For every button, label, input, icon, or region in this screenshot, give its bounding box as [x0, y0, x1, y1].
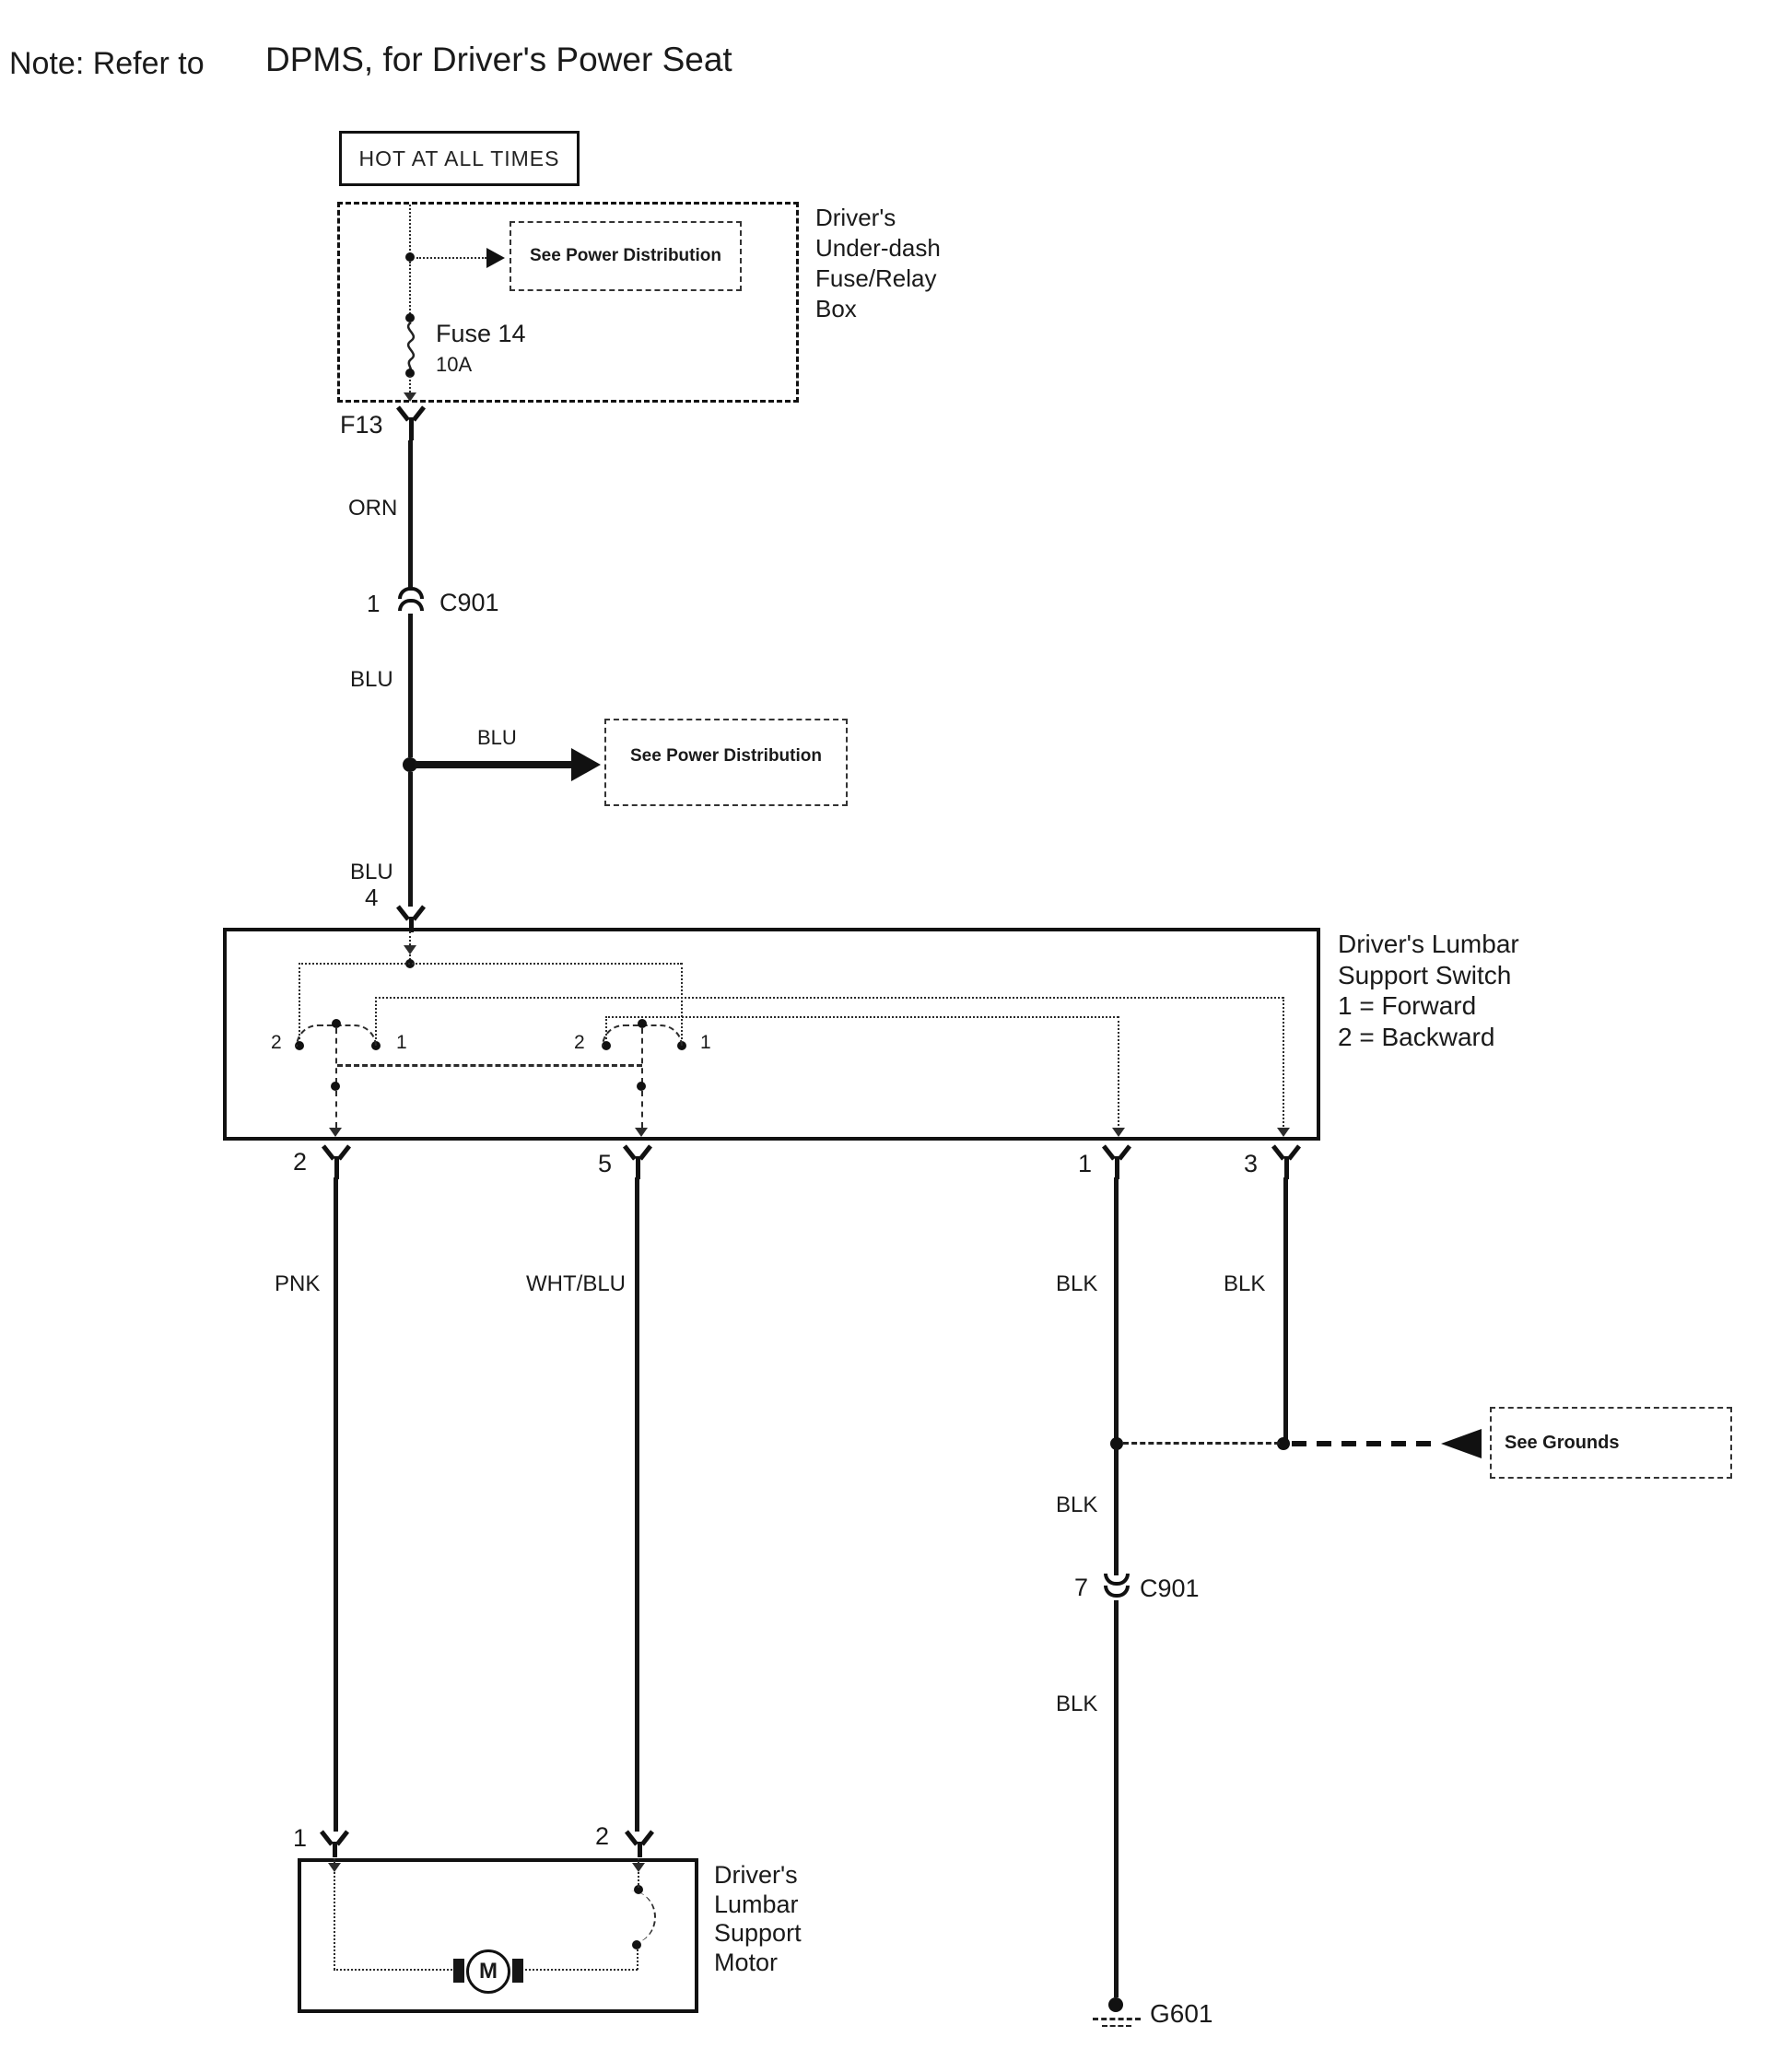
blu-branch-label: BLU: [477, 726, 517, 749]
switch-pin5-connector-icon: [624, 1144, 651, 1179]
lumbar-switch-label: [1338, 929, 1519, 1052]
blk-wire-mid-label: BLK: [1056, 1493, 1098, 1517]
motor-left-lead: [334, 1858, 335, 1970]
lumbar-motor-label-line4: Motor: [714, 1948, 779, 1976]
power-dist-branch-line: [416, 257, 486, 259]
blu-wire-lower: [408, 772, 413, 907]
fuse-exit-arrow-icon: [404, 392, 416, 402]
left-pole-output-dot: [331, 1082, 340, 1091]
ground-reference-wire: [1292, 1441, 1441, 1446]
switch-feed-rail: [299, 963, 682, 965]
rail-pin3-down: [1283, 997, 1284, 1130]
fuse-top-lead: [409, 262, 411, 317]
fuse-relay-box-label: [815, 203, 941, 324]
orn-wire-label: ORN: [348, 496, 398, 521]
left-pole-output-upper: [335, 1028, 337, 1083]
blk-wire-mid: [1114, 1448, 1119, 1575]
see-power-distribution-box-1: [510, 221, 742, 291]
motor-terminal-left: [453, 1959, 464, 1983]
fuse-element-icon: [399, 322, 423, 370]
fuse-feed-junction-dot: [405, 252, 415, 262]
lumbar-motor-label-line3: Support: [714, 1919, 802, 1947]
fuse-relay-box-label-line1: Driver's: [815, 204, 896, 231]
ground-reference-arrow-icon: [1441, 1429, 1482, 1458]
c901-pin1-number: 1: [367, 590, 381, 617]
lumbar-switch-label-line4: 2 = Backward: [1338, 1022, 1495, 1051]
lumbar-motor-label: [714, 1861, 802, 1977]
blu-wire-upper-label: BLU: [350, 667, 393, 692]
right-pole-output-dot: [637, 1082, 646, 1091]
g601-label: G601: [1150, 1999, 1213, 2028]
see-power-distribution-box-2: [604, 719, 848, 806]
blu-wire-lower-label: BLU: [350, 860, 393, 884]
fuse-feed-line: [409, 205, 411, 254]
left-pole-output-arrow-icon: [329, 1128, 342, 1137]
switch-pin2-connector-icon: [322, 1144, 350, 1179]
fuse-relay-box-label-line4: Box: [815, 295, 857, 322]
motor-symbol: [466, 1949, 510, 1994]
switch-pin4-number: 4: [365, 884, 379, 911]
note-reference: DPMS, for Driver's Power Seat: [265, 41, 732, 78]
c901-connector-icon: [398, 587, 424, 612]
rail-pin3-contact-drop: [375, 997, 377, 1039]
see-power-distribution-label-2: See Power Distribution: [630, 746, 822, 766]
switch-pin1-number: 1: [1078, 1150, 1093, 1177]
c901-pin7-number: 7: [1074, 1574, 1089, 1601]
rail-to-pin1: [605, 1016, 1119, 1018]
motor-right-run: [525, 1969, 638, 1971]
terminal-f13-connector-icon: [397, 405, 425, 440]
right-pole-output-upper: [641, 1028, 643, 1083]
ground-symbol-hatch-1: [1093, 2018, 1141, 2020]
ground-point-dot: [1108, 1997, 1123, 2012]
note-prefix: Note: Refer to: [9, 46, 205, 81]
lumbar-motor-label-line1: Driver's: [714, 1861, 798, 1889]
motor-pin2-number: 2: [595, 1822, 610, 1850]
fuse-top-dot: [405, 313, 415, 322]
wht-blu-wire: [635, 1177, 639, 1832]
fuse-rating-label: 10A: [436, 353, 473, 376]
switch-pin2-number: 2: [293, 1148, 308, 1176]
switch-pin3-connector-icon: [1272, 1144, 1300, 1179]
feed-drop-left: [299, 963, 300, 1039]
power-dist-arrow-icon: [486, 248, 505, 268]
ground-link-line: [1123, 1442, 1280, 1445]
blk-wire-pin3-label: BLK: [1224, 1271, 1266, 1296]
pnk-wire: [334, 1177, 338, 1832]
blu-wire-upper: [408, 614, 413, 757]
left-pole-contact2-label: 2: [271, 1032, 282, 1053]
see-power-distribution-label-1: See Power Distribution: [530, 246, 721, 265]
rail-pin1-down: [1118, 1016, 1119, 1130]
blk-wire-lower: [1114, 1600, 1119, 1997]
lumbar-switch-label-line2: Support Switch: [1338, 960, 1512, 989]
motor-symbol-letter: M: [479, 1959, 498, 1984]
right-pole-pivot-dot: [638, 1019, 647, 1028]
c901-pin7-label: C901: [1140, 1574, 1200, 1602]
lumbar-motor-label-line2: Lumbar: [714, 1890, 799, 1918]
lumbar-switch-label-line1: Driver's Lumbar: [1338, 930, 1519, 958]
motor-terminal-right: [512, 1959, 523, 1983]
see-grounds-box: [1490, 1407, 1732, 1479]
feed-drop-right: [681, 963, 683, 1039]
right-pole-contact1-label: 1: [700, 1032, 711, 1053]
lumbar-switch-label-line3: 1 = Forward: [1338, 991, 1477, 1020]
ground-symbol-hatch-2: [1102, 2025, 1131, 2027]
left-pole-contact1-label: 1: [396, 1032, 407, 1053]
blk-wire-pin3: [1283, 1177, 1288, 1439]
fuse-bottom-lead: [409, 376, 411, 392]
rail-pin3-arrow-icon: [1277, 1128, 1290, 1137]
c901-connector-label: C901: [439, 589, 499, 616]
switch-pin5-number: 5: [598, 1150, 613, 1177]
motor-right-entry-arrow-icon: [632, 1863, 645, 1872]
terminal-f13-label: F13: [340, 411, 383, 439]
motor-left-entry-arrow-icon: [328, 1863, 341, 1872]
blu-branch-arrow-icon: [571, 748, 601, 781]
motor-left-run: [334, 1969, 463, 1971]
left-pole-output-lower: [335, 1091, 337, 1128]
switch-entry-arrow-icon: [404, 945, 416, 954]
fuse-relay-box-label-line2: Under-dash: [815, 234, 941, 262]
blk-wire-pin1-label: BLK: [1056, 1271, 1098, 1296]
blu-branch-wire: [415, 761, 571, 768]
motor-pin1-number: 1: [293, 1824, 308, 1852]
fuse-name-label: Fuse 14: [436, 320, 526, 347]
c901-pin7-connector-icon: [1104, 1574, 1130, 1598]
blk-wire-pin1: [1114, 1177, 1119, 1439]
pole-coupling-link: [337, 1064, 642, 1067]
switch-pin3-number: 3: [1244, 1150, 1259, 1177]
rail-pin1-arrow-icon: [1112, 1128, 1125, 1137]
right-pole-output-lower: [641, 1091, 643, 1128]
hot-at-all-times-label: HOT AT ALL TIMES: [358, 146, 560, 170]
right-pole-output-arrow-icon: [635, 1128, 648, 1137]
switch-pin1-connector-icon: [1103, 1144, 1131, 1179]
left-pole-pivot-dot: [332, 1019, 341, 1028]
wht-blu-wire-label: WHT/BLU: [526, 1271, 626, 1296]
pnk-wire-label: PNK: [275, 1271, 321, 1296]
right-pole-contact2-label: 2: [574, 1032, 585, 1053]
rail-to-pin3: [375, 997, 1283, 999]
blk-wire-lower-label: BLK: [1056, 1692, 1098, 1716]
motor-pin1-connector-icon: [321, 1830, 348, 1857]
hot-at-all-times-box: [339, 131, 580, 186]
see-grounds-label: See Grounds: [1505, 1432, 1620, 1453]
lumbar-support-switch-box: [223, 928, 1320, 1141]
orn-wire: [408, 440, 413, 588]
motor-pin2-connector-icon: [626, 1830, 653, 1857]
fuse-relay-box-label-line3: Fuse/Relay: [815, 264, 937, 292]
